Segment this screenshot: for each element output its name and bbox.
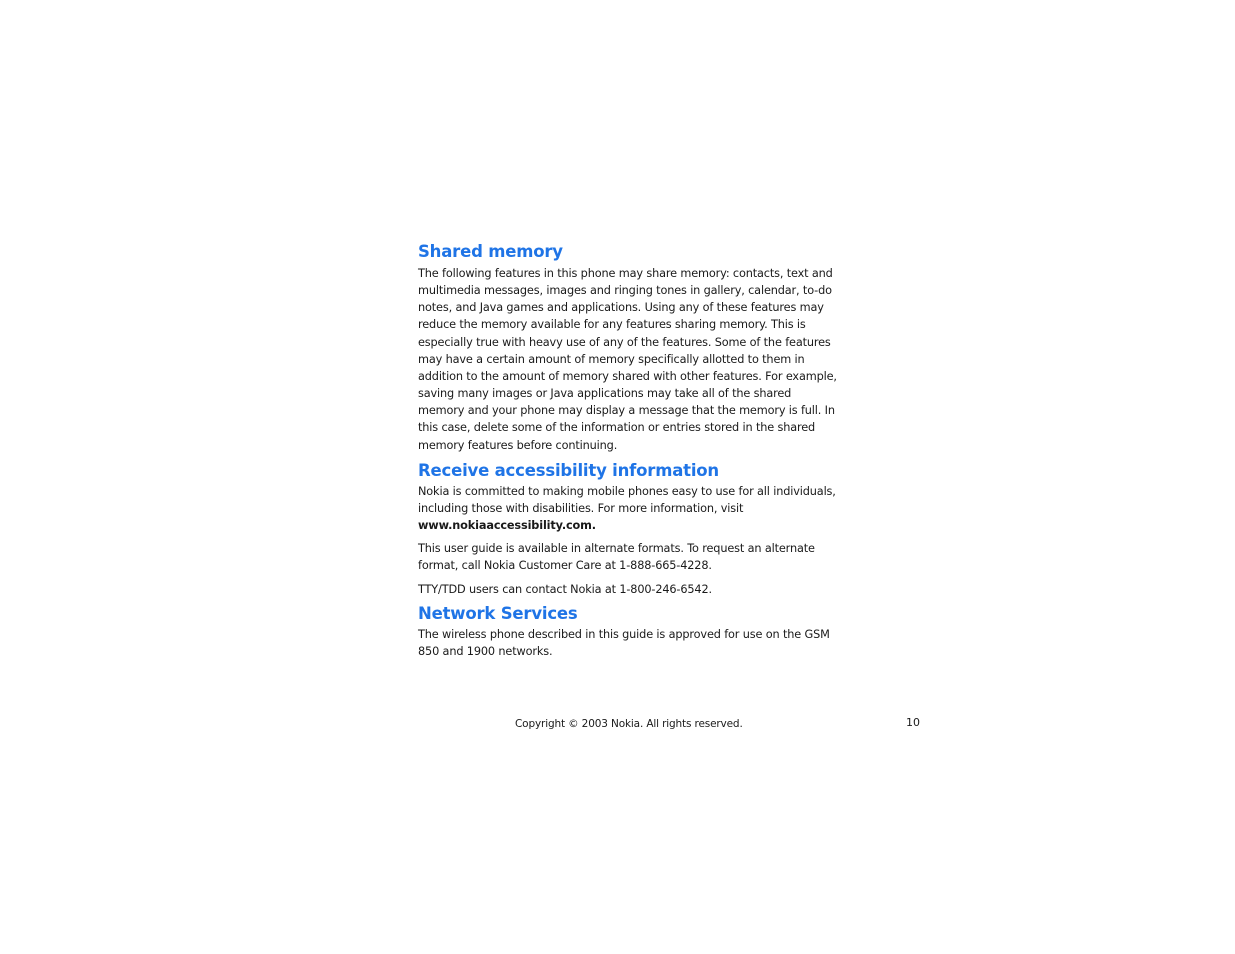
footer-copyright: Copyright © 2003 Nokia. All rights reserved. [515, 718, 743, 730]
accessibility-paragraph-2: This user guide is available in alternate formats. To request an alternate format, call Nokia Customer Care at 1-888-665-4228. [418, 542, 815, 573]
shared-memory-paragraph: The following features in this phone may share memory: contacts, text and multimedia messages, images and ringing tones in gallery, calendar, to-do notes, and Java games and applications. Using any of these features may reduce the memory available for any features sharing memory. This is especially true with heavy use of any of the features. Some of the features may have a certain amount of memory specifically allotted to them in addition to the amount of memory shared with other features. For example, saving many images or Java applications may take all of the shared memory and your phone may display a message that the memory is full. In this case, delete some of the information or entries stored in the shared memory features before continuing. [418, 267, 837, 452]
accessibility-url-link[interactable]: www.nokiaaccessibility.com. [418, 519, 596, 533]
accessibility-paragraph-3: TTY/TDD users can contact Nokia at 1-800-246-6542. [418, 582, 712, 596]
section-heading-accessibility: Receive accessibility information [418, 460, 719, 480]
section-heading-shared-memory: Shared memory [418, 242, 563, 261]
page-number: 10 [906, 716, 920, 729]
document-body [418, 241, 838, 660]
network-services-paragraph: The wireless phone described in this guide is approved for use on the GSM 850 and 1900 networks. [418, 627, 830, 658]
accessibility-intro-text: Nokia is committed to making mobile phones easy to use for all individuals, including those with disabilities. For more information, visit [418, 484, 836, 515]
accessibility-paragraph-1 [418, 483, 838, 534]
section-heading-network-services: Network Services [418, 603, 578, 623]
